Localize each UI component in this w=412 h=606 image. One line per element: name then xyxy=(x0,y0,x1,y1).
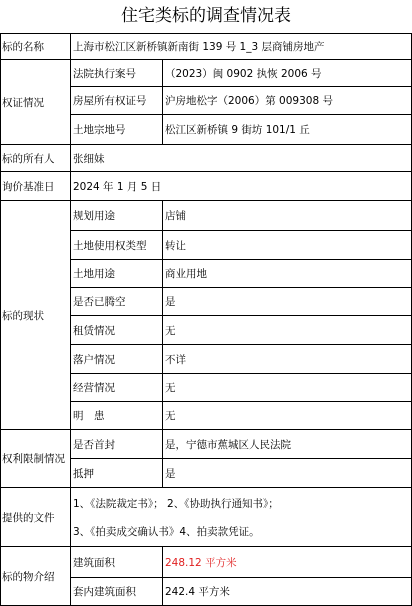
status-item-value: 是 xyxy=(165,296,176,308)
owner-label: 标的所有人 xyxy=(2,152,55,165)
ownership-item-label: 土地宗地号 xyxy=(73,124,126,136)
status-item-value: 无 xyxy=(165,382,176,394)
ownership-label: 权证情况 xyxy=(2,96,44,109)
page-title: 住宅类标的调查情况表 xyxy=(121,6,291,26)
status-label: 标的现状 xyxy=(2,309,44,322)
ownership-item-value: 松江区新桥镇 9 街坊 101/1 丘 xyxy=(165,124,310,136)
restriction-item-label: 抵押 xyxy=(73,467,94,480)
ownership-item-label: 房屋所有权证号 xyxy=(73,95,147,107)
status-item-label: 土地用途 xyxy=(73,268,115,280)
status-item-label: 租赁情况 xyxy=(73,324,115,337)
subject-name-label: 标的名称 xyxy=(2,41,44,53)
status-item-label: 落户情况 xyxy=(73,353,115,366)
status-item-value: 不详 xyxy=(165,353,186,366)
status-item-value: 无 xyxy=(165,410,176,422)
owner-value: 张细妹 xyxy=(73,152,105,165)
documents-line: 3、《拍卖成交确认书》4、拍卖款凭证。 xyxy=(73,525,260,538)
status-item-label: 规划用途 xyxy=(73,210,115,222)
documents-label: 提供的文件 xyxy=(2,511,55,524)
status-item-value: 商业用地 xyxy=(165,268,207,280)
ownership-item-label: 法院执行案号 xyxy=(73,67,136,80)
status-item-value: 店铺 xyxy=(165,210,186,222)
intro-item-label: 套内建筑面积 xyxy=(73,586,136,598)
subject-name-value: 上海市松江区新桥镇新南街 139 号 1_3 层商铺房地产 xyxy=(73,41,325,53)
valuation-date-label: 询价基准日 xyxy=(2,180,55,193)
restriction-item-value: 是，宁德市蕉城区人民法院 xyxy=(165,438,291,451)
valuation-date-value: 2024 年 1 月 5 日 xyxy=(73,180,162,193)
intro-item-value-highlighted: 248.12 平方米 xyxy=(165,556,237,569)
documents-line: 1、《法院裁定书》； 2、《协助执行通知书》； xyxy=(73,498,279,510)
status-item-label: 土地使用权类型 xyxy=(73,239,147,252)
status-item-label: 是否已腾空 xyxy=(73,296,126,308)
restriction-item-value: 是 xyxy=(165,467,176,480)
status-item-value: 无 xyxy=(165,324,176,337)
intro-item-value: 242.4 平方米 xyxy=(165,586,230,598)
ownership-item-value: 沪房地松字（2006）第 009308 号 xyxy=(165,95,333,107)
intro-label: 标的物介绍 xyxy=(2,570,55,583)
status-item-label: 经营情况 xyxy=(73,382,115,394)
restriction-item-label: 是否首封 xyxy=(73,438,115,451)
status-item-label: 明 患 xyxy=(73,410,105,422)
ownership-item-value: （2023）闽 0902 执恢 2006 号 xyxy=(165,67,322,80)
restriction-label: 权利限制情况 xyxy=(2,453,65,465)
status-item-value: 转让 xyxy=(165,239,186,252)
intro-item-label: 建筑面积 xyxy=(73,556,115,569)
